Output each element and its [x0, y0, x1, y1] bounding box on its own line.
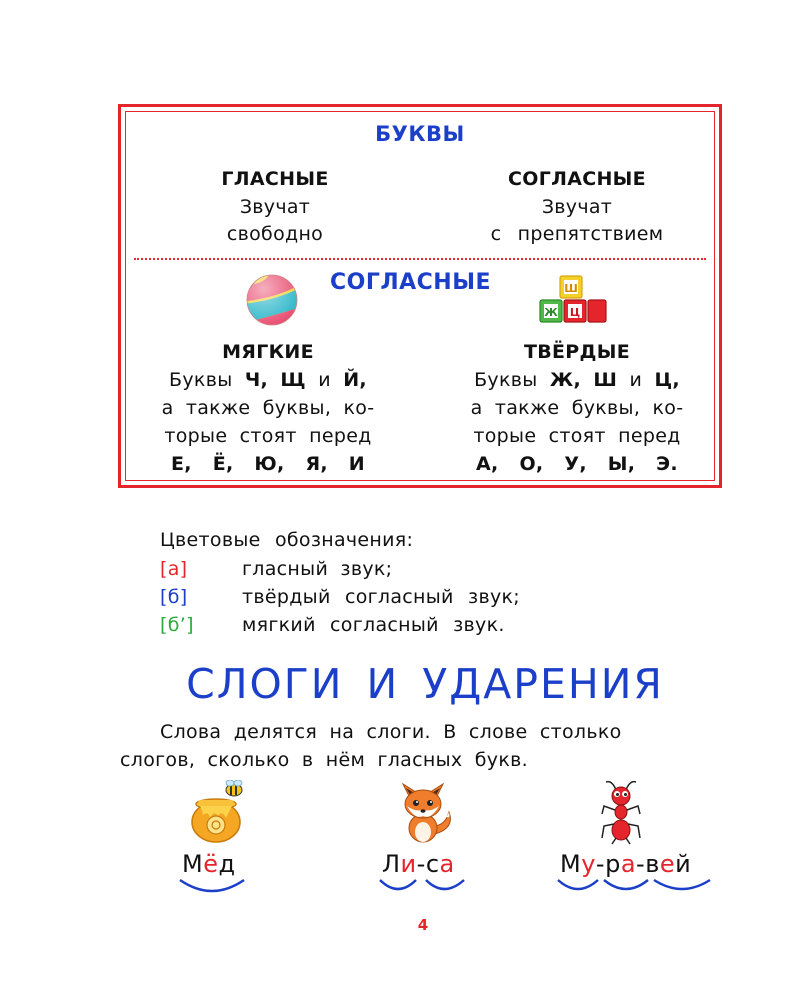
legend-symbol-soft: [б’]: [160, 614, 194, 636]
word-med-part1: М: [182, 850, 204, 878]
word-med: [182, 850, 236, 878]
word-lisa-part1: Л: [382, 850, 401, 878]
vowels-heading: ГЛАСНЫЕ: [221, 168, 329, 190]
hard-prefix: Буквы: [474, 369, 538, 391]
arc-ra: [604, 880, 648, 889]
block-letter-ts: Ц: [569, 306, 581, 319]
hard-letter1: Ж,: [549, 369, 581, 391]
word-lisa-vowel1: и: [400, 850, 417, 878]
soft-conj: и: [318, 369, 331, 391]
vowels-line2: свободно: [226, 223, 324, 245]
word-muravei-hyphen1: -: [595, 850, 606, 878]
arc-mu: [558, 880, 598, 889]
word-muravei-part9: й: [675, 850, 692, 878]
legend-symbol-vowel: [а]: [160, 558, 188, 580]
page-number: 4: [417, 916, 429, 934]
word-muravei-part4: р: [605, 850, 621, 878]
hard-letter2: Ш: [593, 369, 618, 391]
word-lisa-part4: с: [425, 850, 440, 878]
word-med-vowel: ё: [203, 850, 219, 878]
soft-letter2: Щ: [280, 369, 306, 391]
hard-line3: торые стоят перед: [473, 425, 681, 447]
word-muravei-part7: в: [645, 850, 660, 878]
word-muravei-part1: М: [560, 850, 582, 878]
syllable-arcs: [170, 876, 730, 900]
soft-line3: торые стоят перед: [164, 425, 372, 447]
block-letter-sh: Ш: [564, 282, 578, 295]
ant-icon: [598, 780, 644, 846]
word-muravei-vowel1: у: [581, 850, 596, 878]
arc-li: [380, 880, 416, 889]
consonants-subtitle: СОГЛАСНЫЕ: [330, 270, 492, 295]
consonants-line2: с препятствием: [490, 223, 664, 245]
hard-line2: а также буквы, ко-: [470, 397, 684, 419]
hard-letters: А, О, У, Ы, Э.: [476, 453, 678, 475]
hard-conj: и: [629, 369, 643, 391]
arc-sa: [426, 880, 464, 889]
vowels-line1: Звучат: [239, 196, 311, 218]
letter-blocks-icon: [538, 274, 612, 330]
word-muravei-hyphen2: -: [636, 850, 646, 878]
soft-line1: [135, 366, 401, 394]
word-lisa-hyphen: -: [416, 850, 426, 878]
soft-prefix: Буквы: [169, 369, 233, 391]
legend-title: Цветовые обозначения:: [160, 529, 414, 551]
soft-letter3: Й,: [343, 369, 367, 391]
consonants-heading: СОГЛАСНЫЕ: [508, 168, 646, 190]
word-muravei-vowel2: а: [620, 850, 637, 878]
honey-pot-icon: [188, 780, 258, 846]
block-letter-zh: Ж: [544, 306, 558, 319]
soft-heading: МЯГКИЕ: [222, 341, 314, 363]
section-title: СЛОГИ И УДАРЕНИЯ: [186, 660, 664, 708]
dotted-divider: [134, 258, 706, 260]
legend-symbol-hard: [б]: [160, 586, 188, 608]
word-lisa-vowel2: а: [439, 850, 455, 878]
legend-text-hard: твёрдый согласный звук;: [242, 586, 520, 608]
letters-title: БУКВЫ: [375, 122, 465, 146]
hard-letter3: Ц,: [654, 369, 680, 391]
legend-text-soft: мягкий согласный звук.: [242, 614, 505, 636]
legend-text-vowel: гласный звук;: [242, 558, 393, 580]
paragraph-line2: слогов, сколько в нём гласных букв.: [120, 749, 528, 771]
consonants-line1: Звучат: [541, 196, 613, 218]
word-lisa: [382, 850, 455, 878]
fox-icon: [395, 776, 457, 846]
word-muravei-vowel3: е: [659, 850, 676, 878]
hard-line1: [444, 366, 710, 394]
paragraph-line1: Слова делятся на слоги. В слове столько: [160, 721, 622, 743]
soft-letter1: Ч,: [244, 369, 269, 391]
soft-line2: а также буквы, ко-: [161, 397, 375, 419]
word-muravei: [560, 850, 691, 878]
arc-med: [180, 880, 244, 891]
arc-vei: [654, 880, 710, 889]
hard-heading: ТВЁРДЫЕ: [523, 341, 631, 363]
word-med-part3: д: [218, 850, 236, 878]
soft-letters: Е, Ё, Ю, Я, И: [170, 453, 366, 475]
ball-icon: [244, 272, 300, 328]
